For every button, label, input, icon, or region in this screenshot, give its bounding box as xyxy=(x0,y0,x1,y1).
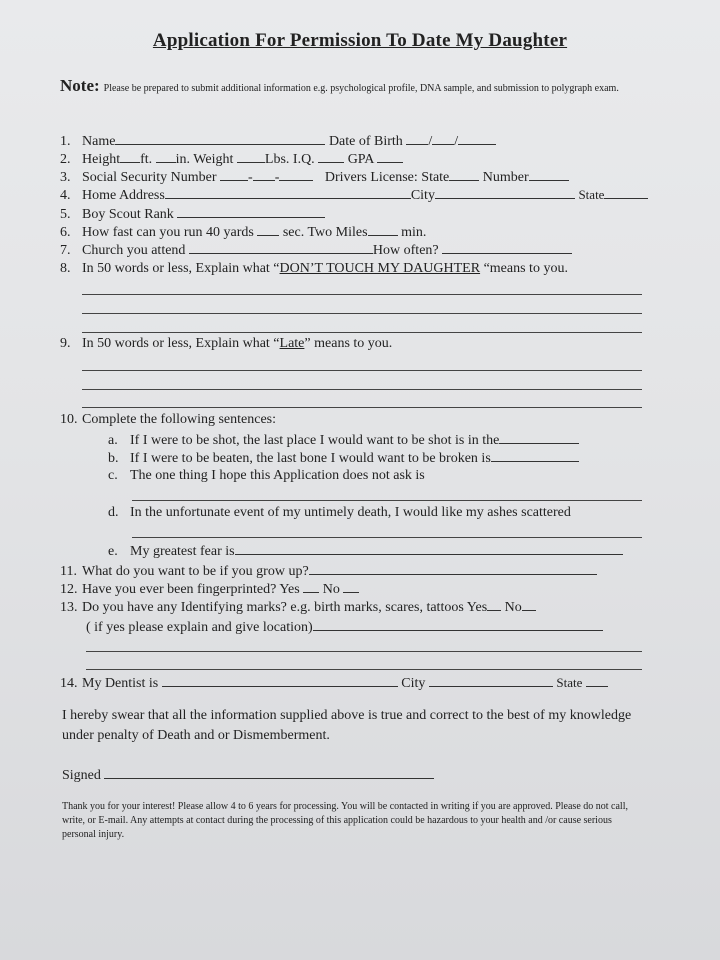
question-9 xyxy=(60,335,392,353)
dob-day-field[interactable] xyxy=(432,131,454,145)
q10-d-letter: d. xyxy=(108,505,119,520)
q13-label: Do you have any Identifying marks? e.g. birth marks, scares, tattoos Yes xyxy=(82,600,488,615)
q10-item-c xyxy=(108,467,425,485)
weight-field[interactable] xyxy=(237,149,265,163)
q8-answer-line-2[interactable] xyxy=(82,313,642,314)
signature-row xyxy=(62,765,434,785)
q10-e-text: My greatest fear is xyxy=(130,544,235,559)
q1-number: 1. xyxy=(60,134,71,149)
dob-month-field[interactable] xyxy=(406,131,428,145)
q10-a-field[interactable] xyxy=(499,430,579,444)
question-2 xyxy=(60,149,403,169)
question-4 xyxy=(60,185,648,205)
q10-a-letter: a. xyxy=(108,433,118,448)
q3-license-state-label: Drivers License: State xyxy=(324,170,450,185)
forty-yard-field[interactable] xyxy=(257,222,279,236)
q2-iq-label: Lbs. I.Q. xyxy=(264,152,315,167)
q3-number: 3. xyxy=(60,170,71,185)
q6-number: 6. xyxy=(60,225,71,240)
q9-text-c: ” means to you. xyxy=(304,336,393,351)
q3-ssn-label: Social Security Number xyxy=(82,170,217,185)
ssn-part-3-field[interactable] xyxy=(279,167,313,181)
question-10 xyxy=(60,411,276,429)
q9-answer-line-3[interactable] xyxy=(82,407,642,408)
question-8 xyxy=(60,260,568,278)
q8-answer-line-3[interactable] xyxy=(82,332,642,333)
q10-b-text: If I were to be beaten, the last bone I would want to be broken is xyxy=(130,451,491,466)
q1-name-label: Name xyxy=(82,134,116,149)
q6-label: How fast can you run 40 yards xyxy=(82,225,254,240)
q14-state-label: State xyxy=(556,675,583,690)
q1-dob-label: Date of Birth xyxy=(328,134,403,149)
q10-item-b xyxy=(108,448,579,468)
q13-answer-line-2[interactable] xyxy=(86,669,642,670)
q9-answer-line-2[interactable] xyxy=(82,389,642,390)
q10-b-field[interactable] xyxy=(491,448,579,462)
note-label: Note: xyxy=(60,76,100,95)
question-13-explain xyxy=(86,617,603,637)
question-3 xyxy=(60,167,569,187)
dentist-state-field[interactable] xyxy=(586,673,608,687)
ssn-sep-2: - xyxy=(274,170,280,185)
signature-field[interactable] xyxy=(104,765,434,779)
q10-a-text: If I were to be shot, the last place I would want to be shot is in the xyxy=(130,433,500,448)
q3-license-number-label: Number xyxy=(482,170,529,185)
q10-label: Complete the following sentences: xyxy=(82,412,277,427)
q12-label: Have you ever been fingerprinted? Yes xyxy=(82,582,300,597)
name-field[interactable] xyxy=(115,131,325,145)
ssn-sep-1: - xyxy=(248,170,253,185)
q2-number: 2. xyxy=(60,152,71,167)
state-field[interactable] xyxy=(604,185,648,199)
ssn-part-1-field[interactable] xyxy=(220,167,248,181)
question-14 xyxy=(60,673,608,693)
footer-notice: Thank you for your interest! Please allow 4 to 6 years for processing. You will be contacted in writing if you are approved. Please do not call, write, or E-mail. Any attempts at contact during the processing of this application could be hazardous to your health and /or cause serious personal injury. xyxy=(62,801,628,840)
signed-label: Signed xyxy=(62,768,101,783)
license-number-field[interactable] xyxy=(529,167,569,181)
q10-item-d xyxy=(108,504,571,522)
oath-statement: I hereby swear that all the information supplied above is true and correct to the best of my knowledge under penalty of Death and or Dismemberment. xyxy=(62,708,632,743)
grow-up-field[interactable] xyxy=(309,561,597,575)
question-13 xyxy=(60,597,536,617)
q10-e-letter: e. xyxy=(108,544,118,559)
city-field[interactable] xyxy=(435,185,575,199)
fingerprinted-no-field[interactable] xyxy=(343,579,359,593)
question-11 xyxy=(60,561,597,581)
q4-number: 4. xyxy=(60,188,71,203)
home-address-field[interactable] xyxy=(165,185,411,199)
q10-b-letter: b. xyxy=(108,451,119,466)
q13-number: 13. xyxy=(60,600,78,615)
q4-city-label: City xyxy=(410,188,435,203)
height-ft-field[interactable] xyxy=(120,149,140,163)
q14-city-label: City xyxy=(401,676,426,691)
q10-c-letter: c. xyxy=(108,468,118,483)
dentist-city-field[interactable] xyxy=(429,673,553,687)
question-5 xyxy=(60,204,325,224)
q6-sec-label: sec. Two Miles xyxy=(282,225,368,240)
q12-no-label: No xyxy=(322,582,340,597)
q11-label: What do you want to be if you grow up? xyxy=(82,564,309,579)
q10-c-answer-line[interactable] xyxy=(132,500,642,501)
q8-number: 8. xyxy=(60,261,71,276)
note-text: Please be prepared to submit additional information e.g. psychological profile, DNA sample, and submission to polygraph exam. xyxy=(103,83,619,94)
q14-dentist-label: My Dentist is xyxy=(82,676,159,691)
note xyxy=(60,78,650,97)
q4-state-label: State xyxy=(578,187,605,202)
q10-d-text: In the unfortunate event of my untimely death, I would like my ashes scattered xyxy=(130,505,571,520)
dob-year-field[interactable] xyxy=(458,131,496,145)
q5-number: 5. xyxy=(60,207,71,222)
q7-number: 7. xyxy=(60,243,71,258)
iq-field[interactable] xyxy=(318,149,344,163)
q10-item-a xyxy=(108,430,579,450)
fingerprinted-yes-field[interactable] xyxy=(303,579,319,593)
license-state-field[interactable] xyxy=(449,167,479,181)
marks-explain-field[interactable] xyxy=(313,617,603,631)
marks-no-field[interactable] xyxy=(522,597,536,611)
q10-e-field[interactable] xyxy=(235,541,623,555)
q9-answer-line-1[interactable] xyxy=(82,370,642,371)
q2-height-label: Height xyxy=(82,152,121,167)
q8-answer-line-1[interactable] xyxy=(82,294,642,295)
q11-number: 11. xyxy=(60,564,77,579)
dentist-field[interactable] xyxy=(162,673,398,687)
dob-sep-2: / xyxy=(454,134,459,149)
q8-text-c: “means to you. xyxy=(480,261,568,276)
q7-church-label: Church you attend xyxy=(82,243,186,258)
q7-often-label: How often? xyxy=(372,243,439,258)
two-miles-field[interactable] xyxy=(368,222,398,236)
q8-emphasis: DON’T TOUCH MY DAUGHTER xyxy=(279,261,481,276)
q10-item-e xyxy=(108,541,623,561)
q4-address-label: Home Address xyxy=(82,188,165,203)
q14-number: 14. xyxy=(60,676,78,691)
form-title: Application For Permission To Date My Daughter xyxy=(152,30,568,51)
boy-scout-rank-field[interactable] xyxy=(177,204,325,218)
q9-text-a: In 50 words or less, Explain what “ xyxy=(82,336,280,351)
question-6 xyxy=(60,222,426,242)
height-in-field[interactable] xyxy=(156,149,176,163)
q6-min-label: min. xyxy=(401,225,427,240)
dob-sep-1: / xyxy=(428,134,433,149)
how-often-field[interactable] xyxy=(442,240,572,254)
q12-number: 12. xyxy=(60,582,78,597)
q13-no-label: No xyxy=(504,600,522,615)
q5-label: Boy Scout Rank xyxy=(82,207,174,222)
question-7 xyxy=(60,240,572,260)
q2-gpa-label: GPA xyxy=(347,152,374,167)
q2-weight-label: in. Weight xyxy=(175,152,234,167)
church-field[interactable] xyxy=(189,240,373,254)
q9-number: 9. xyxy=(60,336,71,351)
q10-number: 10. xyxy=(60,412,78,427)
question-12 xyxy=(60,579,359,599)
marks-yes-field[interactable] xyxy=(487,597,501,611)
q13-answer-line-1[interactable] xyxy=(86,651,642,652)
q2-ft-label: ft. xyxy=(140,152,153,167)
q9-emphasis: Late xyxy=(279,336,305,351)
gpa-field[interactable] xyxy=(377,149,403,163)
question-1 xyxy=(60,131,496,151)
q10-c-text: The one thing I hope this Application does not ask is xyxy=(130,468,425,483)
q8-text-a: In 50 words or less, Explain what “ xyxy=(82,261,280,276)
ssn-part-2-field[interactable] xyxy=(253,167,275,181)
q10-d-answer-line[interactable] xyxy=(132,537,642,538)
q13-explain-label: ( if yes please explain and give location) xyxy=(86,620,313,635)
